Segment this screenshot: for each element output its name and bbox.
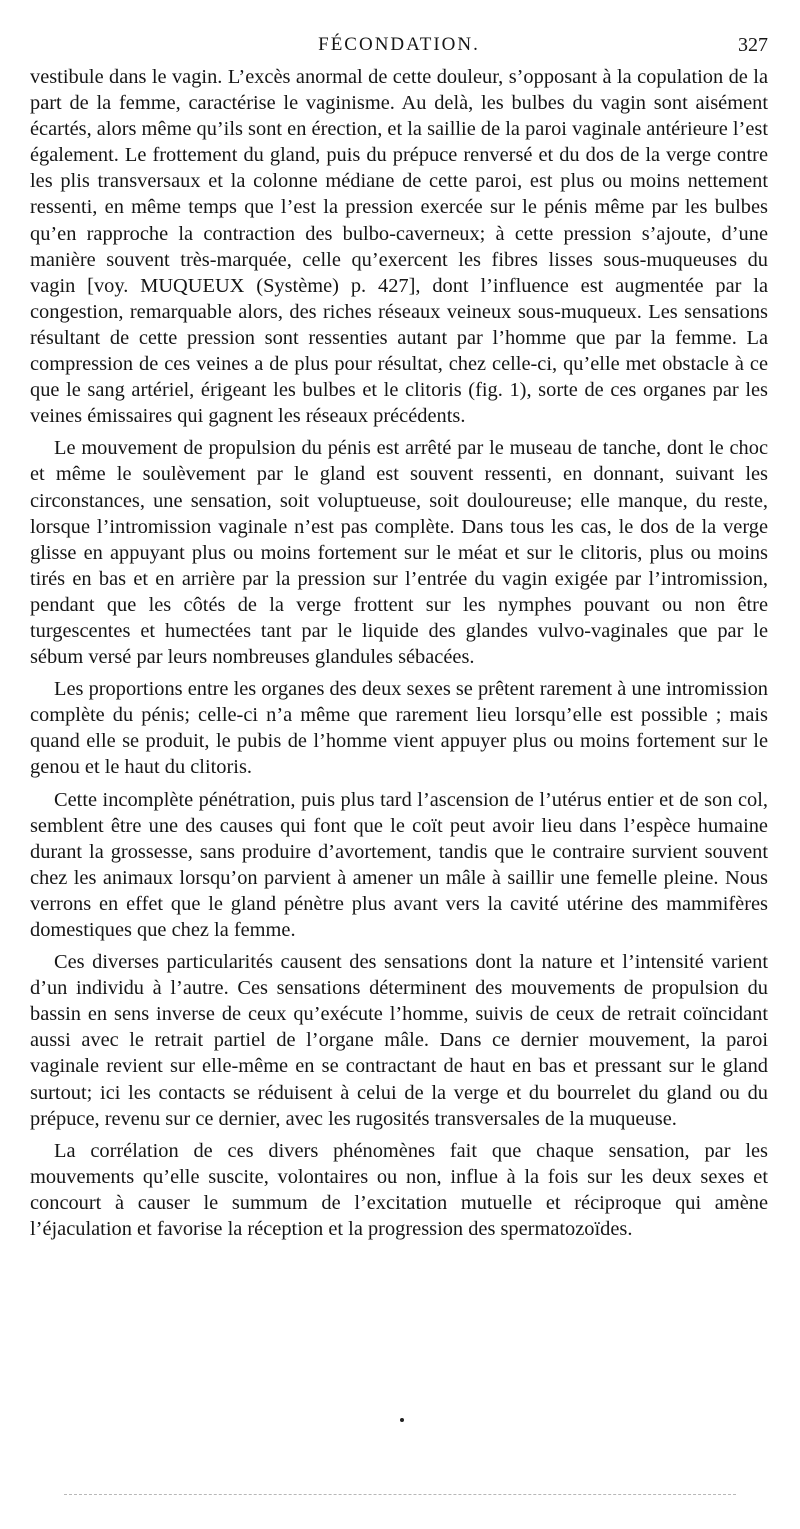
body-text: [30, 64, 768, 1242]
paragraph-3: Les proportions entre les organes des deux sexes se prêtent rarement à une intromission complète du pénis; celle-ci n’a même que rarement lieu lorsqu’elle est possible ; mais quand elle se produit, le pubis de l’homme vient appuyer plus ou moins fortement sur le genou et le haut du clitoris.: [30, 678, 768, 779]
running-header: [30, 33, 768, 59]
running-title: FÉCONDATION.: [318, 34, 480, 55]
paragraph-6: La corrélation de ces divers phénomènes fait que chaque sensation, par les mouvements qu’elle suscite, volontaires ou non, influe à la fois sur les deux sexes et concourt à causer le summum de l’excitation mutuelle et réciproque qui amène l’éjaculation et favorise la réception et la progression des spermatozoïdes.: [30, 1139, 768, 1241]
scan-edge-rule: [64, 1494, 736, 1495]
print-speck: [400, 1418, 404, 1422]
paragraph-4: Cette incomplète pénétration, puis plus tard l’ascension de l’utérus entier et de son col, semblent être une des causes qui font que le coït peut avoir lieu dans l’espèce humaine durant la grossesse, sans produire d’avortement, tandis que le contraire survient souvent chez les animaux lorsqu’on parvient à amener un mâle à saillir une femelle pleine. Nous verrons en effet que le gland pénètre plus avant vers la cavité utérine des mammifères domestiques que chez la femme.: [30, 788, 768, 941]
paragraph-2: Le mouvement de propulsion du pénis est arrêté par le museau de tanche, dont le choc et même le soulèvement par le gland est souvent ressenti, en donnant, suivant les circonstances, une sensation, soit voluptueuse, soit douloureuse; elle manque, du reste, lorsque l’intromission vaginale n’est pas complète. Dans tous les cas, le dos de la verge glisse en appuyant plus ou moins fortement sur le méat et sur le clitoris, plus ou moins tirés en bas et en arrière par la pression sur l’entrée du vagin exigée par l’intromission, pendant que les côtés de la verge frottent sur les nymphes pouvant ou non être turgescentes et humectées tant par le liquide des glandes vulvo-vaginales que par le sébum versé par leurs nombreuses glandules sébacées.: [30, 437, 768, 669]
page-number: 327: [738, 34, 768, 56]
paragraph-5: Ces diverses particularités causent des sensations dont la nature et l’intensité varient d’un individu à l’autre. Ces sensations déterminent des mouvements de propulsion du bassin en sens inverse de ceux qu’exécute l’homme, suivis de ceux de retrait coïncidant aussi avec le retrait partiel de l’organe mâle. Dans ce dernier mouvement, la paroi vaginale revient sur elle-même en se contractant de haut en bas et pressant sur le gland surtout; ici les contacts se réduisent à celui de la verge et du bourrelet du gland ou du prépuce, revenu sur ce dernier, avec les rugosités transversales de la muqueuse.: [30, 951, 768, 1130]
paragraph-1: vestibule dans le vagin. L’excès anormal de cette douleur, s’opposant à la copulation de la part de la femme, caractérise le vaginisme. Au delà, les bulbes du vagin sont aisément écartés, alors même qu’ils sont en érection, et la saillie de la paroi vaginale antérieure l’est également. Le frottement du gland, puis du prépuce renversé et du dos de la verge contre les plis transversaux et la colonne médiane de cette paroi, est plus ou moins nettement ressenti, en même temps que l’est la pression exercée sur le pénis même par les bulbes qu’en rapproche la contraction des bulbo-caverneux; à cette pression s’ajoute, d’une manière souvent très-marquée, celle qu’exercent les fibres lisses sous-muqueuses du vagin [voy. MUQUEUX (Système) p. 427], dont l’influence est augmentée par la congestion, remarquable alors, des riches réseaux veineux sous-muqueux. Les sensations résultant de cette pression sont ressenties autant par l’homme que par la femme. La compression de ces veines a de plus pour résultat, chez celle-ci, qu’elle met obstacle à ce que le sang artériel, érigeant les bulbes et le clitoris (fig. 1), sorte de ces organes par les veines émissaires qui gagnent les réseaux précédents.: [30, 66, 768, 428]
